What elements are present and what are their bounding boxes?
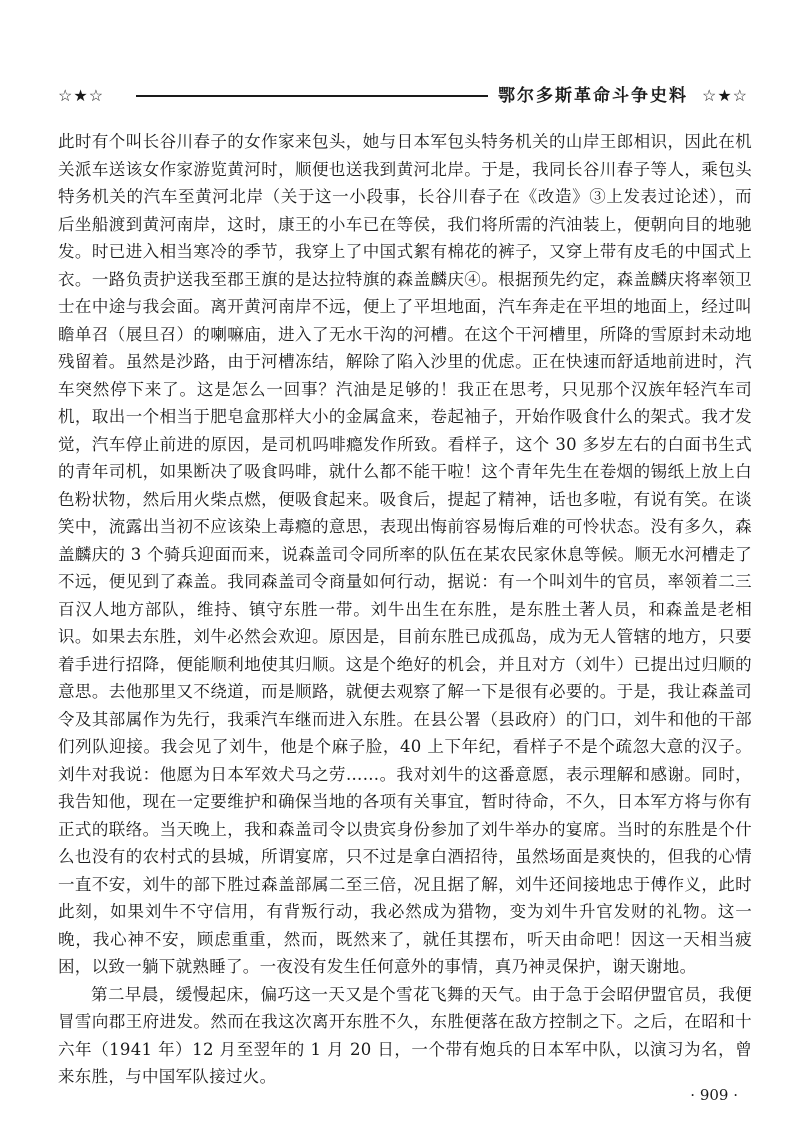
left-star-ornament: ☆★☆ [58,86,105,105]
header-rule [136,95,488,97]
paragraph-1: 此时有个叫长谷川春子的女作家来包头，她与日本军包头特务机关的山岸王郎相识，因此在机关派车送该女作家游览黄河时，顺便也送我到黄河北岸。于是，我同长谷川春子等人，乘包头特务机关的汽车至黄河北岸（关于这一小段事，长谷川春子在《改造》③上发表过论述），而后坐船渡到黄河南岸，这时，康王的小车已在等侯，我们将所需的汽油装上，便朝向目的地驰发。时已进入相当寒冷的季节，我穿上了中国式絮有棉花的裤子，又穿上带有皮毛的中国式上衣。一路负责护送我至郡王旗的是达拉特旗的森盖麟庆④。根据预先约定，森盖麟庆将率领卫士在中途与我会面。离开黄河南岸不远，便上了平坦地面，汽车奔走在平坦的地面上，经过叫瞻单召（展旦召）的喇嘛庙，进入了无水干沟的河槽。在这个干河槽里，所降的雪原封未动地残留着。虽然是沙路，由于河槽冻结，解除了陷入沙里的优虑。正在快速而舒适地前进时，汽车突然停下来了。这是怎么一回事？汽油是足够的！我正在思考，只见那个汉族年轻汽车司机，取出一个相当于肥皂盒那样大小的金属盒来，卷起袖子，开始作吸食什么的架式。我才发觉，汽车停止前进的原因，是司机吗啡瘾发作所致。看样子，这个 30 多岁左右的白面书生式的青年司机，如果断决了吸食吗啡，就什么都不能干啦！这个青年先生在卷烟的锡纸上放上白色粉状物，然后用火柴点燃，便吸食起来。吸食后，提起了精神，话也多啦，有说有笑。在谈笑中，流露出当初不应该染上毒瘾的意思，表现出悔前容易悔后难的可怜状态。没有多久，森盖麟庆的 3 个骑兵迎面而来，说森盖司令同所率的队伍在某农民家休息等候。顺无水河槽走了不远，便见到了森盖。我同森盖司令商量如何行动，据说：有一个叫刘牛的官员，率领着二三百汉人地方部队，维持、镇守东胜一带。刘牛出生在东胜，是东胜土著人员，和森盖是老相识。如果去东胜，刘牛必然会欢迎。原因是，目前东胜已成孤岛，成为无人管辖的地方，只要着手进行招降，便能顺利地使其归顺。这是个绝好的机会，并且对方（刘牛）已提出过归顺的意思。去他那里又不绕道，而是顺路，就便去观察了解一下是很有必要的。于是，我让森盖司令及其部属作为先行，我乘汽车继而进入东胜。在县公署（县政府）的门口，刘牛和他的干部们列队迎接。我会见了刘牛，他是个麻子脸，40 上下年纪，看样子不是个疏忽大意的汉子。刘牛对我说：他愿为日本军效犬马之劳……。我对刘牛的这番意愿，表示理解和感谢。同时，我告知他，现在一定要维护和确保当地的各项有关事宜，暂时待命，不久，日本军方将与你有正式的联络。当天晚上，我和森盖司令以贵宾身份参加了刘牛举办的宴席。当时的东胜是个什么也没有的农村式的县城，所谓宴席，只不过是拿白酒招待，虽然场面是爽快的，但我的心情一直不安，刘牛的部下胜过森盖部属二至三倍，况且据了解，刘牛还间接地忠于傅作义，此时此刻，如果刘牛不守信用，有背叛行动，我必然成为猎物，变为刘牛升官发财的礼物。这一晚，我心神不安，顾虑重重，然而，既然来了，就任其摆布，听天由命吧！因这一天相当疲困，以致一躺下就熟睡了。一夜没有发生任何意外的事情，真乃神灵保护，谢天谢地。 [58,132,752,976]
paragraph-2: 第二早晨，缓慢起床，偏巧这一天又是个雪花飞舞的天气。由于急于会昭伊盟官员，我便冒雪向郡王府进发。然而在我这次离开东胜不久，东胜便落在敌方控制之下。之后，在昭和十六年（1941 年）12 月至翌年的 1 月 20 日，一个带有炮兵的日本军中队，以演习为名，曾来东胜，与中国军队接过火。 [58,984,752,1086]
journal-title: 鄂尔多斯革命斗争史料 [498,86,688,106]
page-number: · 909 · [690,1086,738,1104]
body-text [58,128,752,1091]
running-header [58,84,748,108]
right-star-ornament: ☆★☆ [701,86,748,105]
